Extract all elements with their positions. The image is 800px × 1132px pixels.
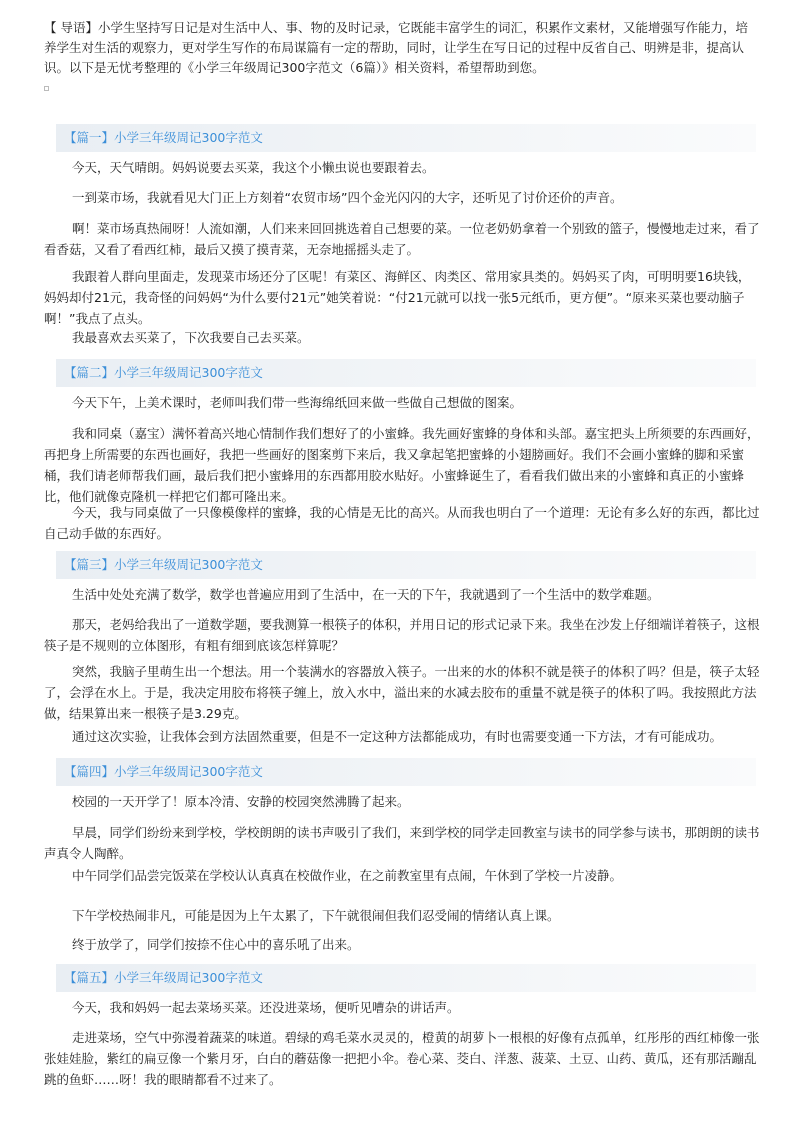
section-1-para-5: 我最喜欢去买菜了，下次我要自己去买菜。 [72, 330, 310, 345]
section-2-title: 【篇二】小学三年级周记300字范文 [56, 359, 756, 387]
section-4-para-2: 早晨，同学们纷纷来到学校，学校朗朗的读书声吸引了我们，来到学校的同学走回教室与读书的同学参与读书，那朗朗的读书声真令人陶醉。 [44, 825, 760, 861]
section-3-para-3: 突然，我脑子里萌生出一个想法。用一个装满水的容器放入筷子。一出来的水的体积不就是筷子的体积了吗？但是，筷子太轻了，会浮在水上。于是，我决定用胶布将筷子缠上，放入水中，溢出来的水减去胶布的重量不就是筷子的体积了吗。我按照此方法做，结果算出来一根筷子是3.29克。 [44, 664, 760, 721]
section-4-para-1: 校园的一天开学了！原本冷清、安静的校园突然沸腾了起来。 [72, 794, 410, 809]
section-1-title: 【篇一】小学三年级周记300字范文 [56, 124, 756, 152]
section-5-title: 【篇五】小学三年级周记300字范文 [56, 964, 756, 992]
section-4-para-3: 中午同学们品尝完饭菜在学校认认真真在校做作业，在之前教室里有点闹，午休到了学校一片凌静。 [72, 868, 623, 883]
section-1-para-2: 一到菜市场，我就看见大门正上方刻着“农贸市场”四个金光闪闪的大字，还听见了讨价还价的声音。 [72, 190, 623, 205]
section-1-para-4: 我跟着人群向里面走，发现菜市场还分了区呢！有菜区、海鲜区、肉类区、常用家具类的。妈妈买了肉，可明明要16块钱，妈妈却付21元，我奇怪的问妈妈“为什么要付21元”她笑着说：“付21元就可以找一张5元纸币，更方便”。“原来买菜也要动脑子啊！”我点了点头。 [44, 269, 751, 326]
section-3-title: 【篇三】小学三年级周记300字范文 [56, 551, 756, 579]
intro-paragraph: 【 导语】小学生坚持写日记是对生活中人、事、物的及时记录，它既能丰富学生的词汇，积累作文素材，又能增强写作能力，培养学生对生活的观察力，更对学生写作的布局谋篇有一定的帮助，同时，让学生在写日记的过程中反省自己、明辨是非，提高认识。以下是无忧考整理的《小学三年级周记300字范文（6篇）》相关资料，希望帮助到您。 [44, 20, 748, 75]
section-1-para-1: 今天，天气晴朗。妈妈说要去买菜，我这个小懒虫说也要跟着去。 [72, 160, 435, 175]
section-4-title: 【篇四】小学三年级周记300字范文 [56, 758, 756, 786]
section-2-para-2: 我和同桌（嘉宝）满怀着高兴地心情制作我们想好了的小蜜蜂。我先画好蜜蜂的身体和头部。嘉宝把头上所须要的东西画好，再把身上所需要的东西也画好，我把一些画好的图案剪下来后，我又拿起笔把蜜蜂的小翅膀画好。我们不会画小蜜蜂的脚和采蜜桶，我们请老师帮我们画，最后我们把小蜜蜂用的东西都用胶水贴好。小蜜蜂诞生了，看看我们做出来的小蜜蜂和真正的小蜜蜂比，他们就像克隆机一样把它们都可隆出来。 [44, 426, 760, 504]
section-3-para-4: 通过这次实验，让我体会到方法固然重要，但是不一定这种方法都能成功，有时也需要变通一下方法，才有可能成功。 [72, 729, 723, 744]
section-2-para-1: 今天下午，上美术课时，老师叫我们带一些海绵纸回来做一些做自己想做的图案。 [72, 395, 523, 410]
placeholder-image-icon [44, 86, 49, 91]
section-4-para-4: 下午学校热闹非凡，可能是因为上午太累了，下午就很闹但我们忍受闹的情绪认真上课。 [72, 908, 560, 923]
section-4-para-5: 终于放学了，同学们按捺不住心中的喜乐吼了出来。 [72, 937, 360, 952]
section-3-para-2: 那天，老妈给我出了一道数学题，要我测算一根筷子的体积，并用日记的形式记录下来。我坐在沙发上仔细端详着筷子，这根筷子是不规则的立体图形，有粗有细到底该怎样算呢？ [44, 617, 760, 653]
section-5-para-1: 今天，我和妈妈一起去菜场买菜。还没进菜场，便听见嘈杂的讲话声。 [72, 1000, 460, 1015]
section-2-para-3: 今天，我与同桌做了一只像模像样的蜜蜂，我的心情是无比的高兴。从而我也明白了一个道理：无论有多么好的东西，都比过自己动手做的东西好。 [44, 505, 760, 541]
section-3-para-1: 生活中处处充满了数学，数学也普遍应用到了生活中，在一天的下午，我就遇到了一个生活中的数学难题。 [72, 587, 660, 602]
section-5-para-2: 走进菜场，空气中弥漫着蔬菜的味道。碧绿的鸡毛菜水灵灵的，橙黄的胡萝卜一根根的好像有点孤单，红彤彤的西红柿像一张张娃娃脸，紫红的扁豆像一个紫月牙，白白的蘑菇像一把把小伞。卷心菜、茭白、洋葱、菠菜、土豆、山药、黄瓜，还有那活蹦乱跳的鱼虾……呀！我的眼睛都看不过来了。 [44, 1030, 760, 1087]
section-1-para-3: 啊！菜市场真热闹呀！人流如潮，人们来来回回挑选着自己想要的菜。一位老奶奶拿着一个别致的篮子，慢慢地走过来，看了看香菇，又看了看西红柿，最后又摸了摸青菜，无奈地摇摇头走了。 [44, 221, 760, 257]
